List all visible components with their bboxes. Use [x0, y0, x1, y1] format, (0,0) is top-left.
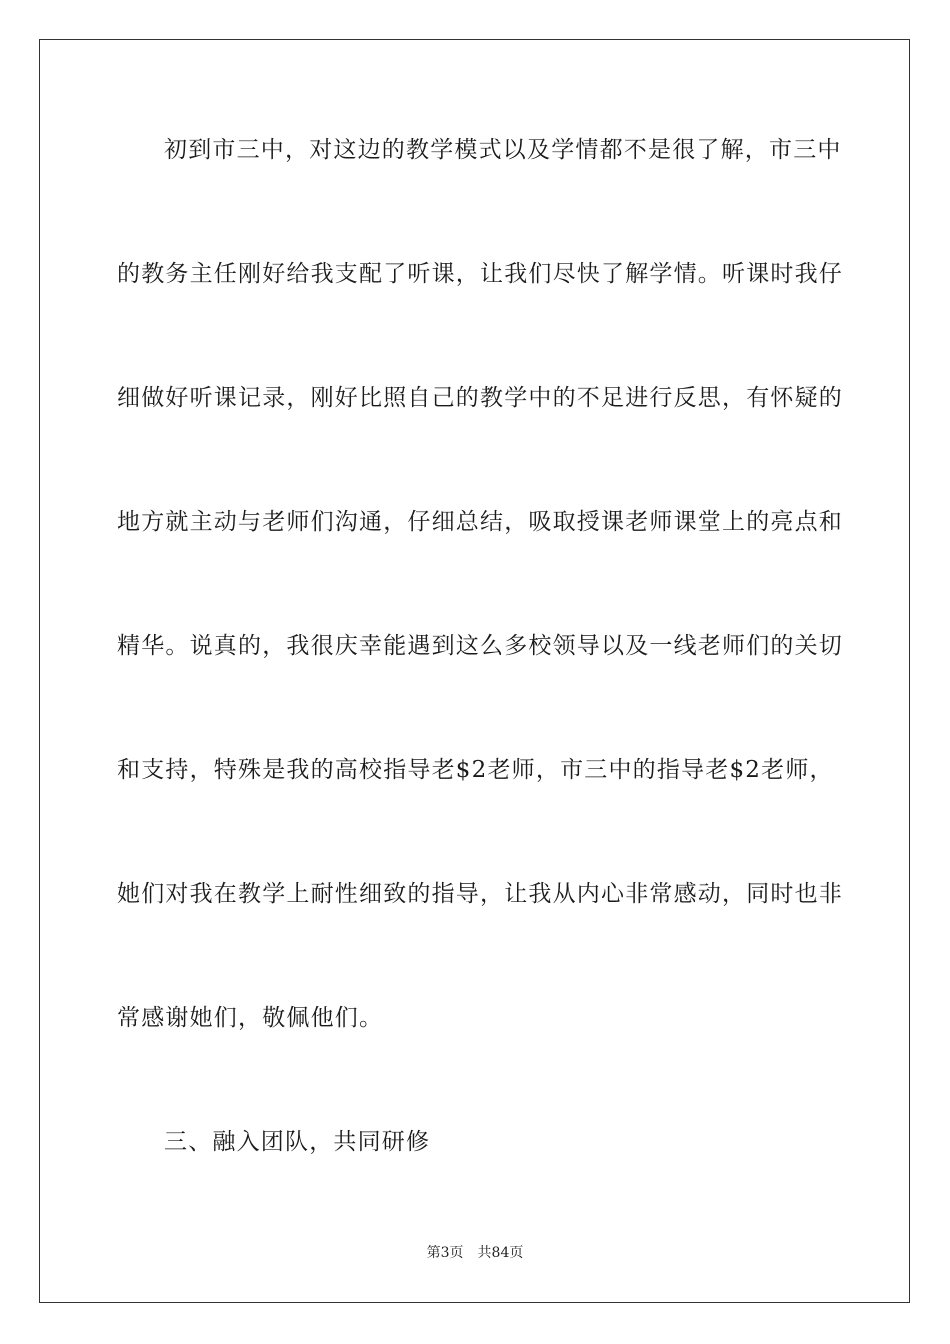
- paragraph-line-8: 常感谢她们，敬佩他们。: [117, 1005, 384, 1031]
- paragraph-line-3: 细做好听课记录，刚好比照自己的教学中的不足进行反思，有怀疑的: [117, 385, 843, 411]
- page-border: [39, 39, 910, 1303]
- paragraph-line-2: 的教务主任刚好给我支配了听课，让我们尽快了解学情。听课时我仔: [117, 261, 843, 287]
- paragraph-line-6: 和支持，特殊是我的高校指导老$2老师，市三中的指导老$2老师，: [117, 757, 834, 783]
- paragraph-line-5: 精华。说真的，我很庆幸能遇到这么多校领导以及一线老师们的关切: [117, 633, 843, 659]
- paragraph-line-4: 地方就主动与老师们沟通，仔细总结，吸取授课老师课堂上的亮点和: [117, 509, 843, 535]
- page-footer: [0, 1244, 950, 1262]
- paragraph-line-1: 初到市三中，对这边的教学模式以及学情都不是很了解，市三中: [164, 137, 842, 163]
- page-total: 共84页: [477, 1245, 524, 1261]
- section-heading: 三、融入团队，共同研修: [164, 1129, 431, 1155]
- paragraph-line-7: 她们对我在教学上耐性细致的指导，让我从内心非常感动，同时也非: [117, 881, 843, 907]
- page-number: 第3页: [426, 1245, 464, 1261]
